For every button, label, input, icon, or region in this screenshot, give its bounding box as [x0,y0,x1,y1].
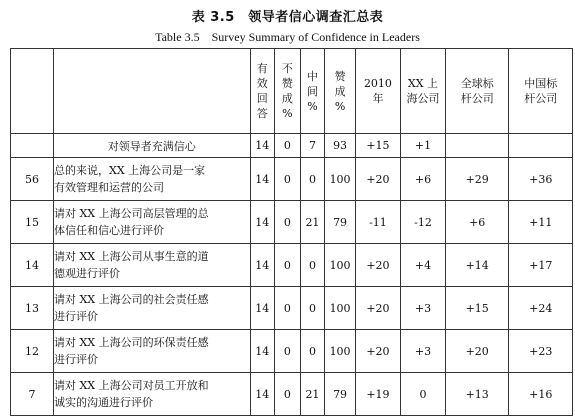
question-text-line: 请对 XX 上海公司的环保责任感 [53,336,209,349]
question-text-cell [53,330,250,373]
header-xx-shanghai-line: XX 上 [407,77,439,90]
summary-value-cell: +15 [355,134,400,158]
value-cell: +6 [400,158,445,201]
header-valid-responses [250,49,275,134]
value-cell: 14 [250,201,275,244]
value-cell: 14 [250,373,275,416]
table-row [11,244,573,287]
question-id-cell: 15 [11,201,54,244]
header-2010-line: 2010 [363,77,392,90]
question-text-line: 德观进行评价 [53,267,120,280]
value-cell: -11 [355,201,400,244]
header-china-benchmark [509,49,573,134]
question-text-line: 诚实的沟通进行评价 [53,396,153,409]
value-cell: +23 [509,330,573,373]
question-id-cell: 12 [11,330,54,373]
header-global-benchmark-line: 杆公司 [460,92,494,105]
question-id-cell: 7 [11,373,54,416]
header-global-benchmark-line: 全球标 [460,77,494,90]
question-text-line: 请对 XX 上海公司的社会责任感 [53,293,209,306]
value-cell: 79 [325,201,356,244]
header-valid-responses-line: 有 [256,62,268,75]
header-disagree-percent-line: 赞 [281,77,293,90]
value-cell: 0 [300,287,325,330]
value-cell: 14 [250,158,275,201]
header-row [11,49,573,134]
question-id-cell: 13 [11,287,54,330]
header-global-benchmark [445,49,508,134]
header-disagree-percent [275,49,301,134]
value-cell: 0 [275,201,301,244]
header-valid-responses-line: 效 [256,77,268,90]
header-disagree-percent-line: 不 [281,62,293,75]
value-cell: 0 [275,330,301,373]
value-cell: +17 [509,244,573,287]
summary-row [11,134,573,158]
question-text-line: 请对 XX 上海公司从事生意的道 [53,250,209,263]
value-cell: 21 [300,373,325,416]
value-cell: +29 [445,158,508,201]
value-cell: 0 [300,158,325,201]
header-agree-percent [325,49,356,134]
summary-value-cell: +1 [400,134,445,158]
table-row [11,287,573,330]
question-text-cell [53,201,250,244]
header-xx-shanghai-line: 海公司 [406,92,440,105]
header-2010-line: 年 [372,92,384,105]
value-cell: 0 [275,287,301,330]
header-valid-responses-line: 答 [256,107,268,120]
summary-label: 对领导者充满信心 [53,134,250,158]
header-blank-question [53,49,250,134]
value-cell: 100 [325,244,356,287]
value-cell: +6 [445,201,508,244]
table-row [11,158,573,201]
survey-summary-table [10,48,573,416]
header-agree-percent-line: 赞 [334,69,346,83]
header-neutral-percent-line: 中 [306,69,318,83]
header-valid-responses-line: 回 [256,92,268,105]
value-cell: +11 [509,201,573,244]
value-cell: 0 [300,244,325,287]
value-cell: +15 [445,287,508,330]
header-disagree-percent-line: % [282,107,293,120]
value-cell: +4 [400,244,445,287]
value-cell: 100 [325,287,356,330]
value-cell: +20 [445,330,508,373]
question-text-line: 进行评价 [53,353,98,366]
value-cell: 0 [300,330,325,373]
header-agree-percent-line: 成 [334,84,346,98]
summary-value-cell: 93 [325,134,356,158]
value-cell: +3 [400,330,445,373]
summary-id-cell [11,134,54,158]
question-text-line: 请对 XX 上海公司对员工开放和 [53,379,209,392]
value-cell: +36 [509,158,573,201]
value-cell: +20 [355,330,400,373]
question-text-line: 进行评价 [53,310,98,323]
table-title-chinese: 表 3.5 领导者信心调查汇总表 [191,10,384,25]
table-row [11,330,573,373]
header-neutral-percent-line: 间 [306,84,318,98]
value-cell: 14 [250,244,275,287]
question-text-cell [53,287,250,330]
question-text-cell [53,244,250,287]
header-agree-percent-line: % [334,99,346,113]
value-cell: 21 [300,201,325,244]
summary-value-cell [445,134,508,158]
value-cell: 0 [275,373,301,416]
table-row [11,373,573,416]
value-cell: 14 [250,330,275,373]
value-cell: +20 [355,158,400,201]
value-cell: +20 [355,287,400,330]
header-2010 [355,49,400,134]
question-text-line: 体信任和信心进行评价 [53,224,164,237]
value-cell: +24 [509,287,573,330]
value-cell: -12 [400,201,445,244]
header-neutral-percent [300,49,325,134]
header-neutral-percent-line: % [307,99,318,113]
value-cell: 14 [250,287,275,330]
header-china-benchmark-line: 中国标 [524,77,558,90]
value-cell: 0 [400,373,445,416]
value-cell: 79 [325,373,356,416]
value-cell: +20 [355,244,400,287]
table-row [11,201,573,244]
value-cell: +19 [355,373,400,416]
summary-value-cell [509,134,573,158]
value-cell: +14 [445,244,508,287]
question-text-line: 请对 XX 上海公司高层管理的总 [53,207,209,220]
header-blank-id [11,49,54,134]
header-china-benchmark-line: 杆公司 [524,92,558,105]
value-cell: 0 [275,244,301,287]
value-cell: 100 [325,158,356,201]
value-cell: +16 [509,373,573,416]
table-title-english: Table 3.5 Survey Summary of Confidence in Leaders [155,30,420,44]
question-text-cell [53,373,250,416]
question-id-cell: 14 [11,244,54,287]
header-disagree-percent-line: 成 [281,92,293,105]
value-cell: 100 [325,330,356,373]
value-cell: 0 [275,158,301,201]
question-text-line: 总的来说，XX 上海公司是一家 [53,164,206,177]
value-cell: +3 [400,287,445,330]
question-text-line: 有效管理和运营的公司 [53,181,164,194]
summary-value-cell: 0 [275,134,301,158]
question-id-cell: 56 [11,158,54,201]
header-xx-shanghai [400,49,445,134]
question-text-cell [53,158,250,201]
summary-value-cell: 7 [300,134,325,158]
summary-value-cell: 14 [250,134,275,158]
value-cell: +13 [445,373,508,416]
